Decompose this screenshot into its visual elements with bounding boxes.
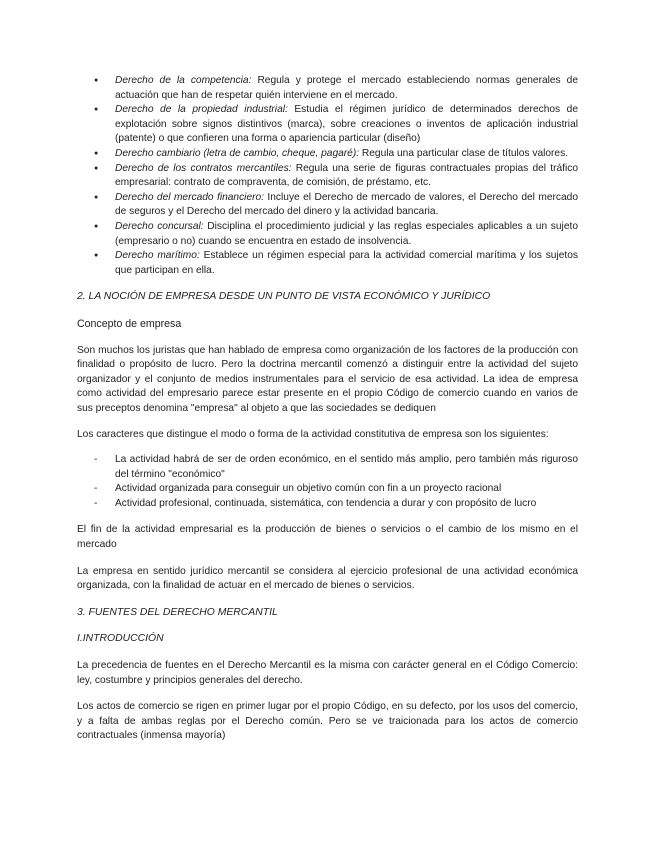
- list-item: - Actividad organizada para conseguir un objetivo común con fin a un proyecto racional: [77, 482, 578, 497]
- branch-text: Regula una particular clase de títulos valores.: [359, 147, 569, 159]
- branch-term: Derecho de la propiedad industrial:: [115, 104, 288, 116]
- section-2-subheading: Concepto de empresa: [77, 317, 182, 330]
- branch-text: Estudia el régimen jurídico de determinados derechos de explotación sobre signos distintivos (marca), sobre creaciones o inventos de aplicación industrial (patente) o que confieren una forma o apariencia particular (diseño): [115, 104, 578, 145]
- branch-text: Regula una serie de figuras contractuales propias del tráfico empresarial: contrato de compraventa, de comisión, de préstamo, etc.: [115, 162, 578, 189]
- branch-term: Derecho de la competencia:: [115, 75, 252, 86]
- list-item: [77, 162, 578, 191]
- branch-text: Disciplina el procedimiento judicial y las reglas especiales aplicables a un sujeto (empresario o no) cuando se encuentra en estado de insolvencia.: [115, 220, 578, 247]
- branch-term: Derecho de los contratos mercantiles:: [115, 162, 292, 174]
- characteristics-list: [77, 453, 578, 511]
- list-item: [77, 220, 578, 249]
- paragraph: Los actos de comercio se rigen en primer lugar por el propio Código, en su defecto, por los usos del comercio, y a falta de ambas reglas por el Derecho común. Pero se ve traicionada para los actos de comercio contractuales (inmensa mayoría): [77, 701, 578, 742]
- branches-list: [77, 74, 578, 278]
- branch-text: Establece un régimen especial para la actividad comercial marítima y los sujetos que participan en ella.: [115, 250, 578, 276]
- list-item: - La actividad habrá de ser de orden económico, en el sentido más amplio, pero también más riguroso del término "económico": [77, 453, 578, 482]
- list-item: [77, 191, 578, 220]
- list-item: [77, 147, 578, 162]
- list-item: [77, 74, 578, 103]
- branch-text: Regula y protege el mercado estableciendo normas generales de actuación que han de respetar quién interviene en el mercado.: [115, 75, 578, 101]
- section-3-heading: 3. FUENTES DEL DERECHO MERCANTIL: [77, 606, 278, 618]
- branch-term: Derecho del mercado financiero:: [115, 191, 265, 203]
- document-page: [77, 74, 578, 744]
- list-item: [77, 103, 578, 147]
- paragraph: Son muchos los juristas que han hablado de empresa como organización de los factores de la producción con finalidad o propósito de lucro. Pero la doctrina mercantil comenzó a distinguir entre la actividad del sujeto organizador y el conjunto de medios instrumentales para el servicio de esa actividad. La idea de empresa como actividad del empresario parece estar presente en el propio Código de comercio cuando en varios de sus preceptos denomina "empresa" al objeto a que las sociedades se dediquen: [77, 344, 578, 414]
- branch-term: Derecho marítimo:: [115, 250, 200, 262]
- paragraph: La precedencia de fuentes en el Derecho Mercantil es la misma con carácter general en el Código Comercio: ley, costumbre y principios generales del derecho.: [77, 660, 578, 686]
- branch-term: Derecho concursal:: [115, 220, 204, 232]
- list-item: [77, 249, 578, 278]
- paragraph: El fin de la actividad empresarial es la producción de bienes o servicios o el cambio de los mismo en el mercado: [77, 524, 578, 551]
- branch-text: Incluye el Derecho de mercado de valores, el Derecho del mercado de seguros y el Derecho del mercado del dinero y la actividad bancaria.: [115, 191, 578, 218]
- list-item: - Actividad profesional, continuada, sistemática, con tendencia a durar y con propósito de lucro: [77, 497, 578, 512]
- section-2-heading: 2. LA NOCIÓN DE EMPRESA DESDE UN PUNTO DE VISTA ECONÓMICO Y JURÍDICO: [77, 291, 491, 303]
- paragraph: Los caracteres que distingue el modo o forma de la actividad constitutiva de empresa son los siguientes:: [77, 429, 549, 441]
- branch-term: Derecho cambiario (letra de cambio, cheque, pagaré):: [115, 147, 360, 159]
- paragraph: La empresa en sentido jurídico mercantil se considera al ejercicio profesional de una actividad económica organizada, con la finalidad de actuar en el mercado de bienes o servicios.: [77, 565, 578, 592]
- section-3-subheading: I.INTRODUCCIÓN: [77, 633, 164, 645]
